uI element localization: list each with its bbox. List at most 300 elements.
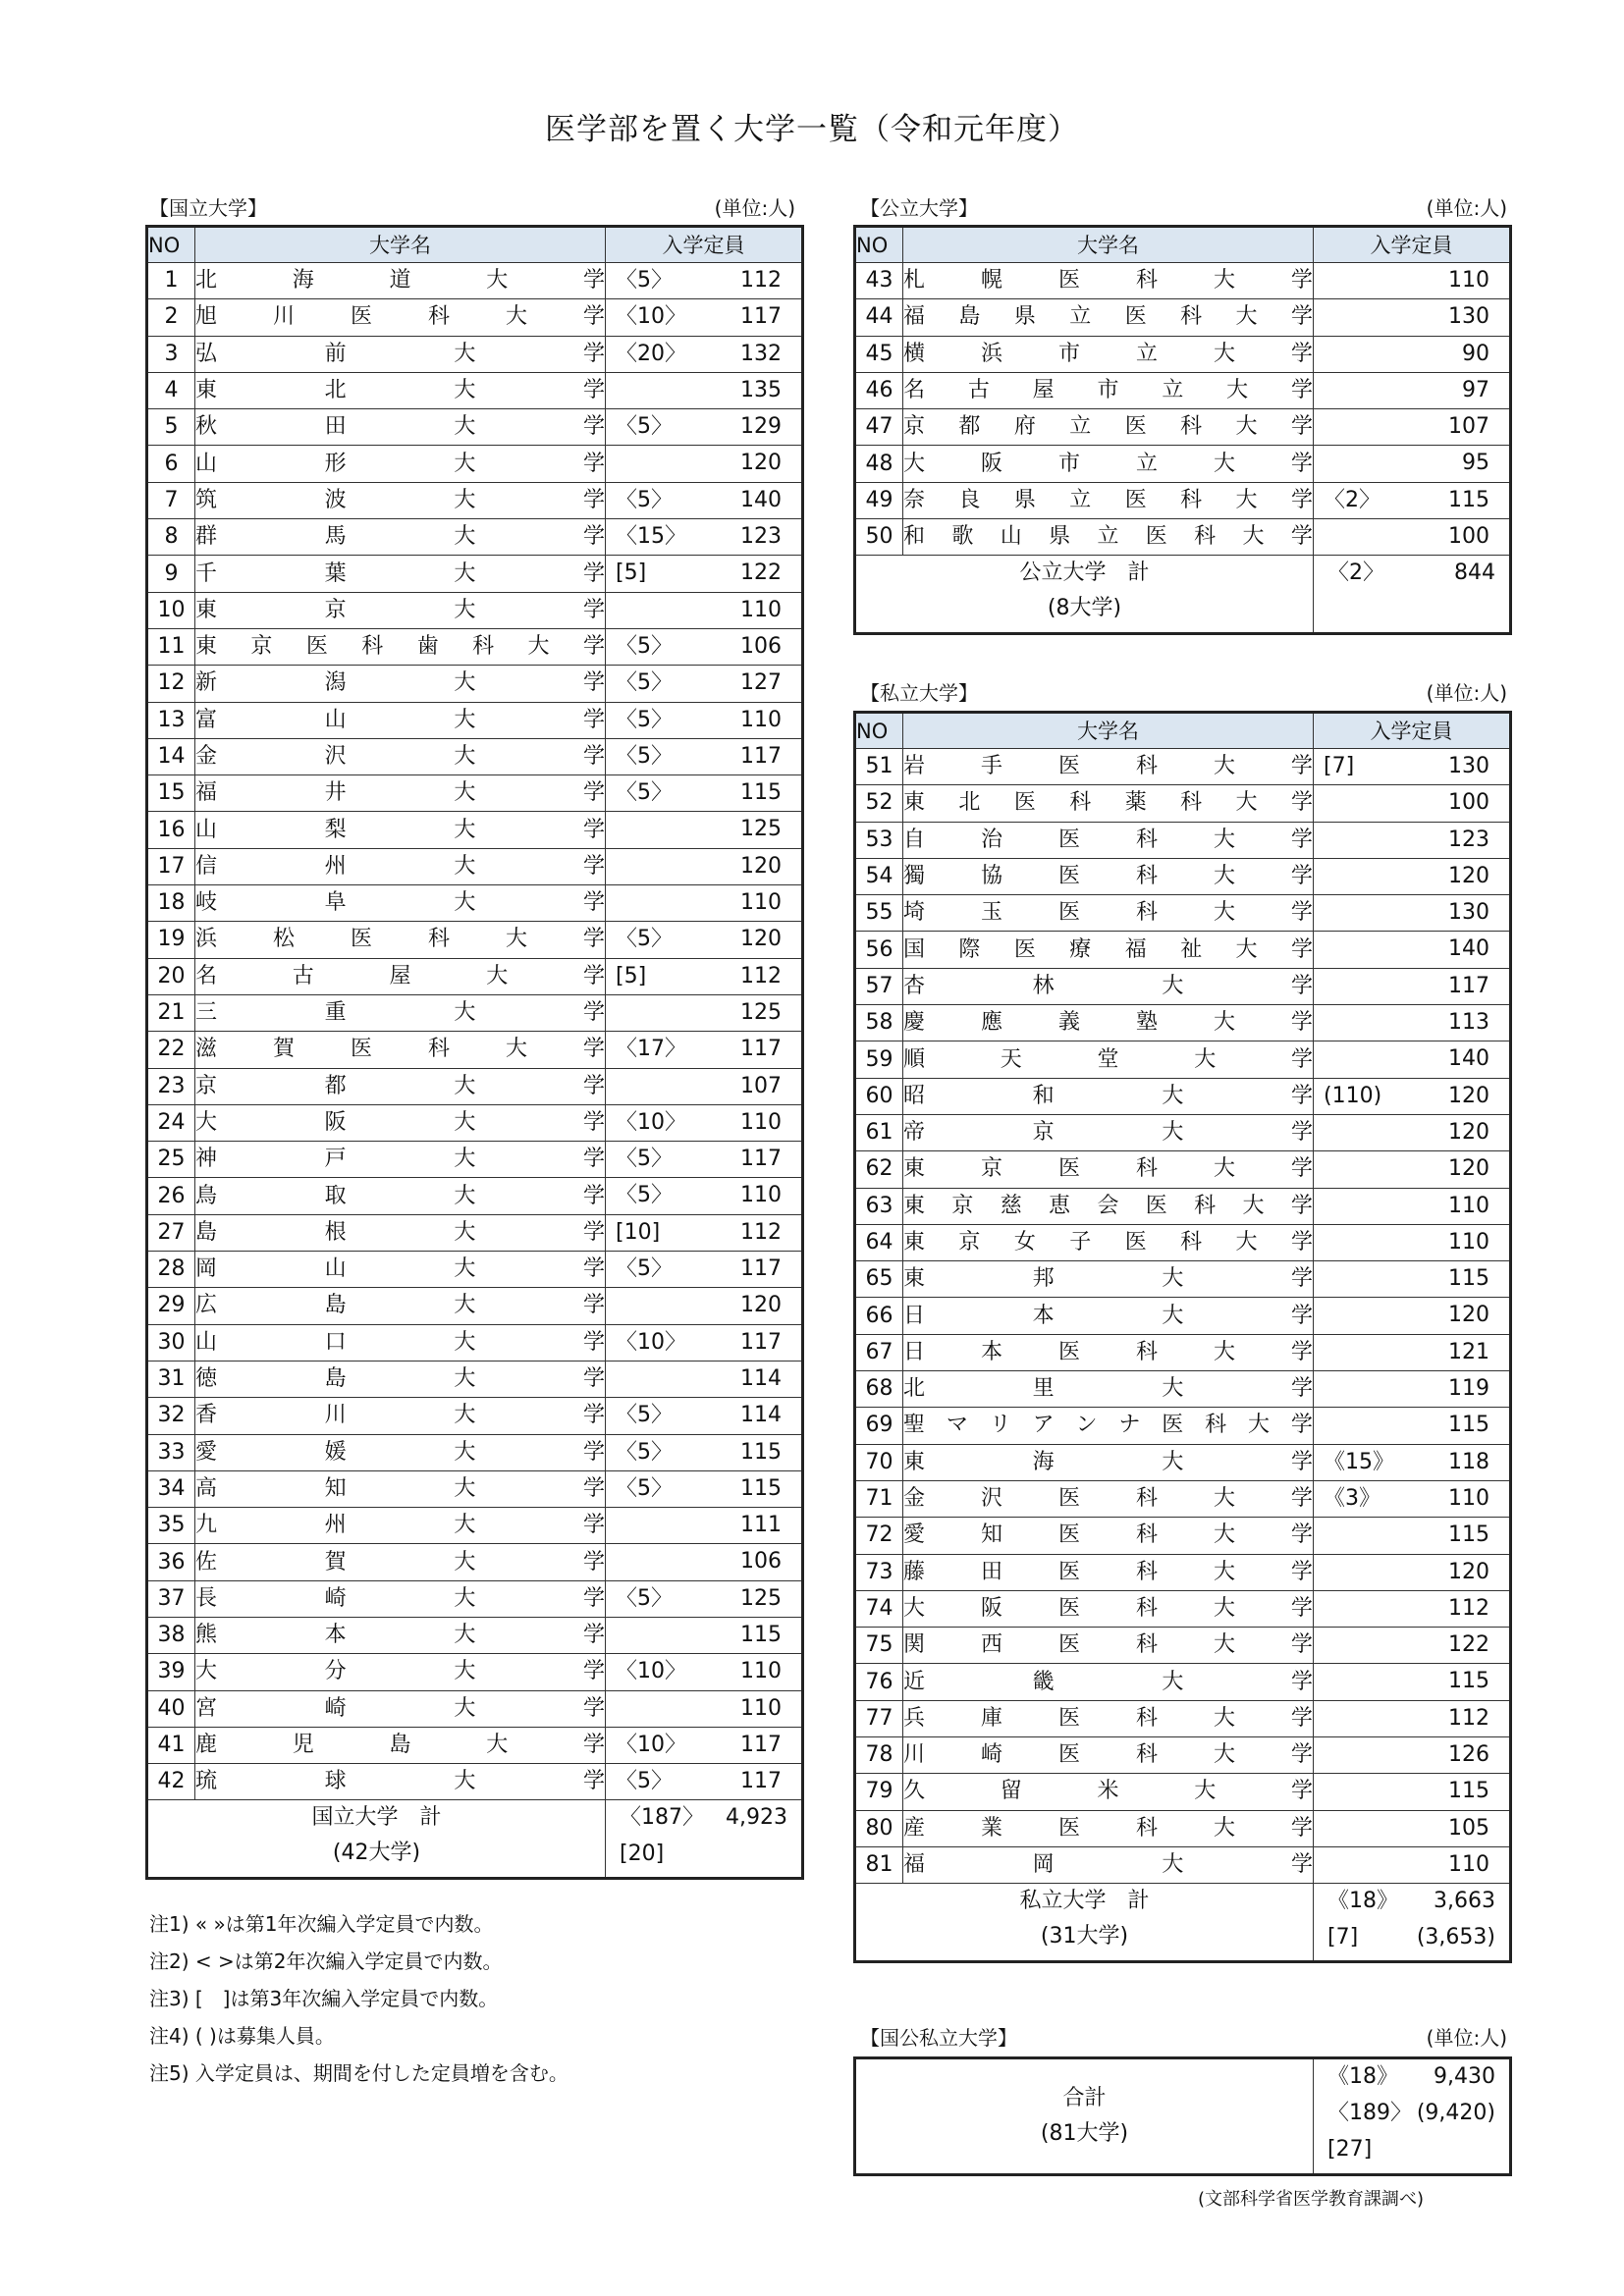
enrollment-cell [1314,1261,1511,1298]
name-char: 香 [195,1403,218,1428]
university-name [195,1471,605,1507]
university-name-cell [195,702,606,738]
name-char: 順 [903,1046,926,1072]
name-char: 学 [582,597,605,622]
row-number: 17 [147,848,195,884]
university-name-cell [195,519,606,556]
name-char: 京 [1032,1120,1055,1146]
name-char: 薬 [1124,790,1147,816]
row-number: 14 [147,738,195,774]
name-char: 知 [324,1475,347,1501]
table-row [147,1434,803,1470]
name-char: 学 [582,1183,605,1208]
table-row [855,1518,1511,1554]
name-char: 科 [361,634,384,660]
total-capacity-cell [606,1800,803,1879]
enrollment-cell [1314,1078,1511,1114]
name-char: 阪 [324,1109,347,1135]
name-char: 大 [454,1329,476,1355]
university-name-cell [903,1554,1314,1590]
name-char: 東 [195,597,218,622]
name-char: 久 [903,1779,926,1804]
university-name [195,1252,605,1287]
name-char: 大 [454,561,476,586]
name-char: 佐 [195,1549,218,1575]
name-char: 前 [324,341,347,366]
enrollment-cell [606,446,803,482]
enrollment-cell [606,848,803,884]
university-name-cell [903,822,1314,858]
university-name-cell [195,409,606,446]
enrollment-cell [606,738,803,774]
name-char: 京 [903,414,926,440]
enrollment-value: 115 [740,1439,782,1465]
footnotes [149,1905,568,2092]
total-value: 844 [1454,561,1495,586]
name-char: 学 [582,1623,605,1648]
name-char: 医 [1057,1522,1080,1548]
name-char: 学 [1290,451,1313,476]
table-row [147,775,803,812]
name-char: 大 [1213,451,1235,476]
row-number: 45 [855,336,903,372]
name-char: 歌 [951,524,974,550]
name-char: 大 [1226,378,1249,403]
university-name [903,1555,1313,1590]
name-char: 重 [324,1000,347,1026]
enrollment-cell [606,1398,803,1434]
university-name-cell [903,1810,1314,1846]
row-number: 11 [147,628,195,665]
enrollment-cell [1314,372,1511,408]
name-char: 大 [1235,790,1258,816]
row-number: 28 [147,1252,195,1288]
table-row [147,1654,803,1690]
name-char: 子 [1069,1230,1092,1255]
name-char: 慈 [1000,1193,1022,1218]
university-name-cell [195,1398,606,1434]
name-char: 大 [1242,1193,1265,1218]
enrollment-value: 115 [1448,1266,1489,1292]
name-char: 杏 [903,973,926,998]
university-name-cell [903,1334,1314,1370]
name-char: 学 [1290,1852,1313,1878]
enrollment-cell [1314,446,1511,482]
total-note: [7] [1327,1925,1359,1950]
name-char: 島 [324,1366,347,1392]
name-char: 日 [903,1303,926,1328]
table-row [855,1590,1511,1627]
enrollment-value: 127 [740,670,782,696]
university-name [195,1691,605,1727]
enrollment-cell [606,409,803,446]
university-name [903,1042,1313,1078]
enrollment-cell [1314,1590,1511,1627]
university-name-cell [195,628,606,665]
name-char: 学 [1290,1449,1313,1474]
enrollment-value: 115 [740,780,782,806]
name-char: 塾 [1135,1010,1158,1036]
enrollment-value: 120 [1448,1119,1489,1145]
transfer-quota-note: 〈5〉 [616,1585,673,1611]
name-char: 川 [903,1742,926,1768]
table-row [855,1408,1511,1444]
name-char: 信 [195,853,218,879]
name-char: 医 [1057,1632,1080,1658]
combined-unit-label: (単位:人) [1426,2026,1507,2050]
table-row [147,628,803,665]
university-name-cell [195,1288,606,1324]
row-number: 44 [855,299,903,336]
header-no: NO [855,227,903,263]
name-char: 大 [1213,1815,1235,1841]
university-name-cell [195,1434,606,1470]
name-char: 福 [903,1852,926,1878]
name-char: 広 [195,1293,218,1318]
university-name-cell [903,519,1314,556]
university-name [195,519,605,555]
enrollment-value: 120 [740,451,782,476]
name-char: 医 [1013,790,1036,816]
row-number: 22 [147,1032,195,1068]
table-row [147,958,803,994]
enrollment-value: 121 [1448,1339,1489,1364]
name-char: 市 [1057,341,1080,366]
name-char: 医 [1057,754,1080,779]
table-row [147,1690,803,1727]
enrollment-value: 112 [740,268,782,293]
table-row [147,848,803,884]
university-name-cell [903,1041,1314,1078]
name-char: 梨 [324,817,347,842]
enrollment-value: 115 [1448,1522,1489,1548]
row-number: 55 [855,895,903,932]
enrollment-cell [606,1727,803,1763]
table-row [147,702,803,738]
enrollment-cell [1314,1114,1511,1150]
name-char: 療 [1069,936,1092,962]
name-char: 屋 [389,963,411,988]
university-name [903,785,1313,821]
name-char: 医 [350,304,372,330]
transfer-quota-note: [10] [616,1219,661,1245]
enrollment-value: 122 [740,561,782,586]
name-char: 大 [1248,1413,1271,1438]
name-char: 大 [1235,304,1258,330]
name-char: 学 [582,744,605,769]
total-value: 4,923 [726,1805,787,1831]
table-row [147,1324,803,1361]
row-number: 29 [147,1288,195,1324]
name-char: 学 [1290,864,1313,889]
row-number: 79 [855,1774,903,1810]
enrollment-value: 123 [1448,827,1489,852]
university-name-cell [903,1371,1314,1408]
name-char: 学 [582,1733,605,1758]
name-char: 学 [582,890,605,916]
name-char: 大 [454,414,476,440]
name-char: 科 [427,304,450,330]
university-name-cell [195,1104,606,1141]
transfer-quota-note: 《3》 [1324,1485,1380,1511]
table-row [147,1252,803,1288]
name-char: 科 [1180,1230,1203,1255]
university-name-cell [903,1298,1314,1334]
name-char: 大 [1194,1046,1217,1072]
name-char: 堂 [1097,1046,1119,1072]
university-name-cell [903,1151,1314,1188]
enrollment-cell [1314,519,1511,556]
university-name [195,1545,605,1580]
name-char: 科 [1135,268,1158,294]
table-row [147,1104,803,1141]
name-char: 崎 [980,1742,1002,1768]
name-char: 学 [582,1769,605,1794]
name-char: 学 [582,487,605,512]
university-name-cell [195,1068,606,1104]
name-char: 形 [324,451,347,476]
enrollment-cell [1314,1188,1511,1224]
enrollment-cell [606,1690,803,1727]
name-char: 九 [195,1513,218,1538]
name-char: 大 [1213,341,1235,366]
name-char: 学 [1290,1376,1313,1402]
university-name [903,1371,1313,1407]
enrollment-value: 117 [740,304,782,330]
total-count: (8大学) [1047,596,1122,621]
total-row [147,1800,803,1879]
enrollment-cell [606,592,803,628]
university-name [195,849,605,884]
enrollment-cell [606,1434,803,1470]
enrollment-value: 113 [1448,1010,1489,1036]
name-char: 昭 [903,1083,926,1108]
transfer-quota-note: 〈15〉 [616,524,686,550]
header-enrollment-quota: 入学定員 [606,227,803,263]
name-char: 医 [1124,487,1147,512]
university-name [903,823,1313,858]
university-name [903,1335,1313,1370]
university-name-cell [903,1700,1314,1736]
total-line [606,1837,801,1873]
name-char: 学 [1290,1303,1313,1328]
name-char: 高 [195,1475,218,1501]
name-char: 科 [1135,827,1158,852]
name-char: 科 [1135,900,1158,926]
university-name [903,337,1313,372]
university-name [195,409,605,445]
header-no: NO [855,713,903,749]
name-char: 学 [582,1109,605,1135]
university-name-cell [195,482,606,518]
enrollment-cell [606,1252,803,1288]
table-row [147,812,803,848]
row-number: 35 [147,1508,195,1544]
name-char: 学 [582,707,605,732]
name-char: 立 [1135,341,1158,366]
name-char: 慶 [903,1010,926,1036]
name-char: 学 [582,1219,605,1245]
name-char: 金 [903,1486,926,1512]
name-char: 大 [1213,268,1235,294]
university-name [903,1737,1313,1773]
name-char: 学 [1290,1742,1313,1768]
university-name-cell [903,372,1314,408]
row-number: 69 [855,1408,903,1444]
enrollment-value: 110 [1448,1193,1489,1218]
transfer-quota-note: 〈10〉 [616,1732,686,1757]
name-char: 田 [324,414,347,440]
table-row [147,1470,803,1507]
row-number: 77 [855,1700,903,1736]
transfer-quota-note: 〈5〉 [616,780,673,806]
total-line [1314,1920,1509,1956]
transfer-quota-note: 〈2〉 [1324,487,1380,512]
table-row [855,1005,1511,1041]
name-char: ナ [1118,1413,1141,1438]
name-char: 應 [980,1010,1002,1036]
enrollment-cell [606,1617,803,1653]
name-char: 群 [195,524,218,550]
name-char: 大 [454,1769,476,1794]
name-char: 大 [454,1549,476,1575]
combined-section-label: 【国公私立大学】 [860,2026,1017,2050]
enrollment-value: 115 [1448,1413,1489,1438]
private-university-table [853,711,1512,1963]
name-char: 大 [454,1659,476,1684]
university-name-cell [195,666,606,702]
name-char: 古 [292,963,314,988]
enrollment-value: 129 [740,414,782,440]
row-number: 31 [147,1361,195,1397]
name-char: 神 [195,1147,218,1172]
name-char: 科 [1180,487,1203,512]
name-char: 義 [1057,1010,1080,1036]
name-char: 女 [1013,1230,1036,1255]
name-char: 学 [582,1293,605,1318]
university-name [903,1408,1313,1443]
name-char: 知 [980,1522,1002,1548]
row-number: 57 [855,968,903,1004]
name-char: 大 [454,1293,476,1318]
enrollment-cell [606,1508,803,1544]
combined-total-label: 合計 [1062,2086,1107,2110]
university-name [903,1299,1313,1334]
enrollment-value: 111 [740,1513,782,1538]
name-char: 井 [324,780,347,806]
transfer-quota-note: 〈10〉 [616,1659,686,1684]
total-line [1314,1884,1509,1920]
name-char: 大 [454,1183,476,1208]
enrollment-value: 114 [740,1403,782,1428]
enrollment-cell [606,958,803,994]
university-name-cell [903,858,1314,894]
name-char: 大 [1235,414,1258,440]
university-name-cell [903,1480,1314,1517]
name-char: 徳 [195,1366,218,1392]
university-name [903,1811,1313,1846]
name-char: 横 [903,341,926,366]
total-label: 公立大学 計 [1019,561,1150,586]
enrollment-value: 122 [1448,1632,1489,1658]
total-line [1314,556,1509,592]
name-char: 大 [454,707,476,732]
table-row [147,1032,803,1068]
combined-total-capacity-cell [1314,2058,1511,2175]
university-name-cell [195,1764,606,1800]
university-name-cell [195,1142,606,1178]
enrollment-value: 117 [740,1037,782,1062]
name-char: 科 [472,634,495,660]
row-number: 2 [147,299,195,336]
name-char: 海 [292,268,314,294]
name-char: 大 [454,890,476,916]
enrollment-value: 105 [1448,1815,1489,1841]
row-number: 15 [147,775,195,812]
footnote: 注3) [ ]は第3年次編入学定員で内数。 [149,1987,499,2010]
transfer-quota-note: 〈5〉 [616,1147,673,1172]
university-name [195,1764,605,1799]
name-char: 川 [272,304,295,330]
name-char: 会 [1097,1193,1119,1218]
university-name [195,1618,605,1653]
name-char: 京 [324,597,347,622]
enrollment-cell [606,1288,803,1324]
university-name [903,373,1313,408]
enrollment-cell [1314,858,1511,894]
name-char: 医 [1145,524,1167,550]
name-char: 立 [1135,451,1158,476]
transfer-quota-note: 〈10〉 [616,1329,686,1355]
university-name-cell [195,372,606,408]
name-char: 科 [427,927,450,952]
university-name-cell [195,812,606,848]
transfer-quota-note: 《15》 [1324,1449,1394,1474]
name-char: 三 [195,1000,218,1026]
row-number: 37 [147,1580,195,1617]
row-number: 25 [147,1142,195,1178]
name-char: 立 [1097,524,1119,550]
name-char: 名 [195,963,218,988]
name-char: 市 [1057,451,1080,476]
university-name-cell [195,1617,606,1653]
name-char: 科 [1205,1413,1227,1438]
name-char: 新 [195,670,218,696]
university-name [195,1179,605,1214]
table-row [147,994,803,1031]
table-row [855,299,1511,336]
name-char: 業 [980,1815,1002,1841]
name-char: 大 [1235,1230,1258,1255]
row-number: 49 [855,482,903,518]
name-char: 大 [454,1000,476,1026]
name-char: 医 [1013,936,1036,962]
name-char: 旭 [195,304,218,330]
row-number: 9 [147,556,195,592]
national-university-table [145,225,804,1880]
name-char: 留 [1000,1779,1022,1804]
row-number: 46 [855,372,903,408]
name-char: 獨 [903,864,926,889]
university-name [903,859,1313,894]
university-name [195,373,605,408]
enrollment-value: 120 [1448,1303,1489,1328]
row-number: 74 [855,1590,903,1627]
row-number: 76 [855,1664,903,1700]
name-char: 筑 [195,487,218,512]
transfer-quota-note: [5] [616,963,647,988]
name-char: 県 [1013,304,1036,330]
